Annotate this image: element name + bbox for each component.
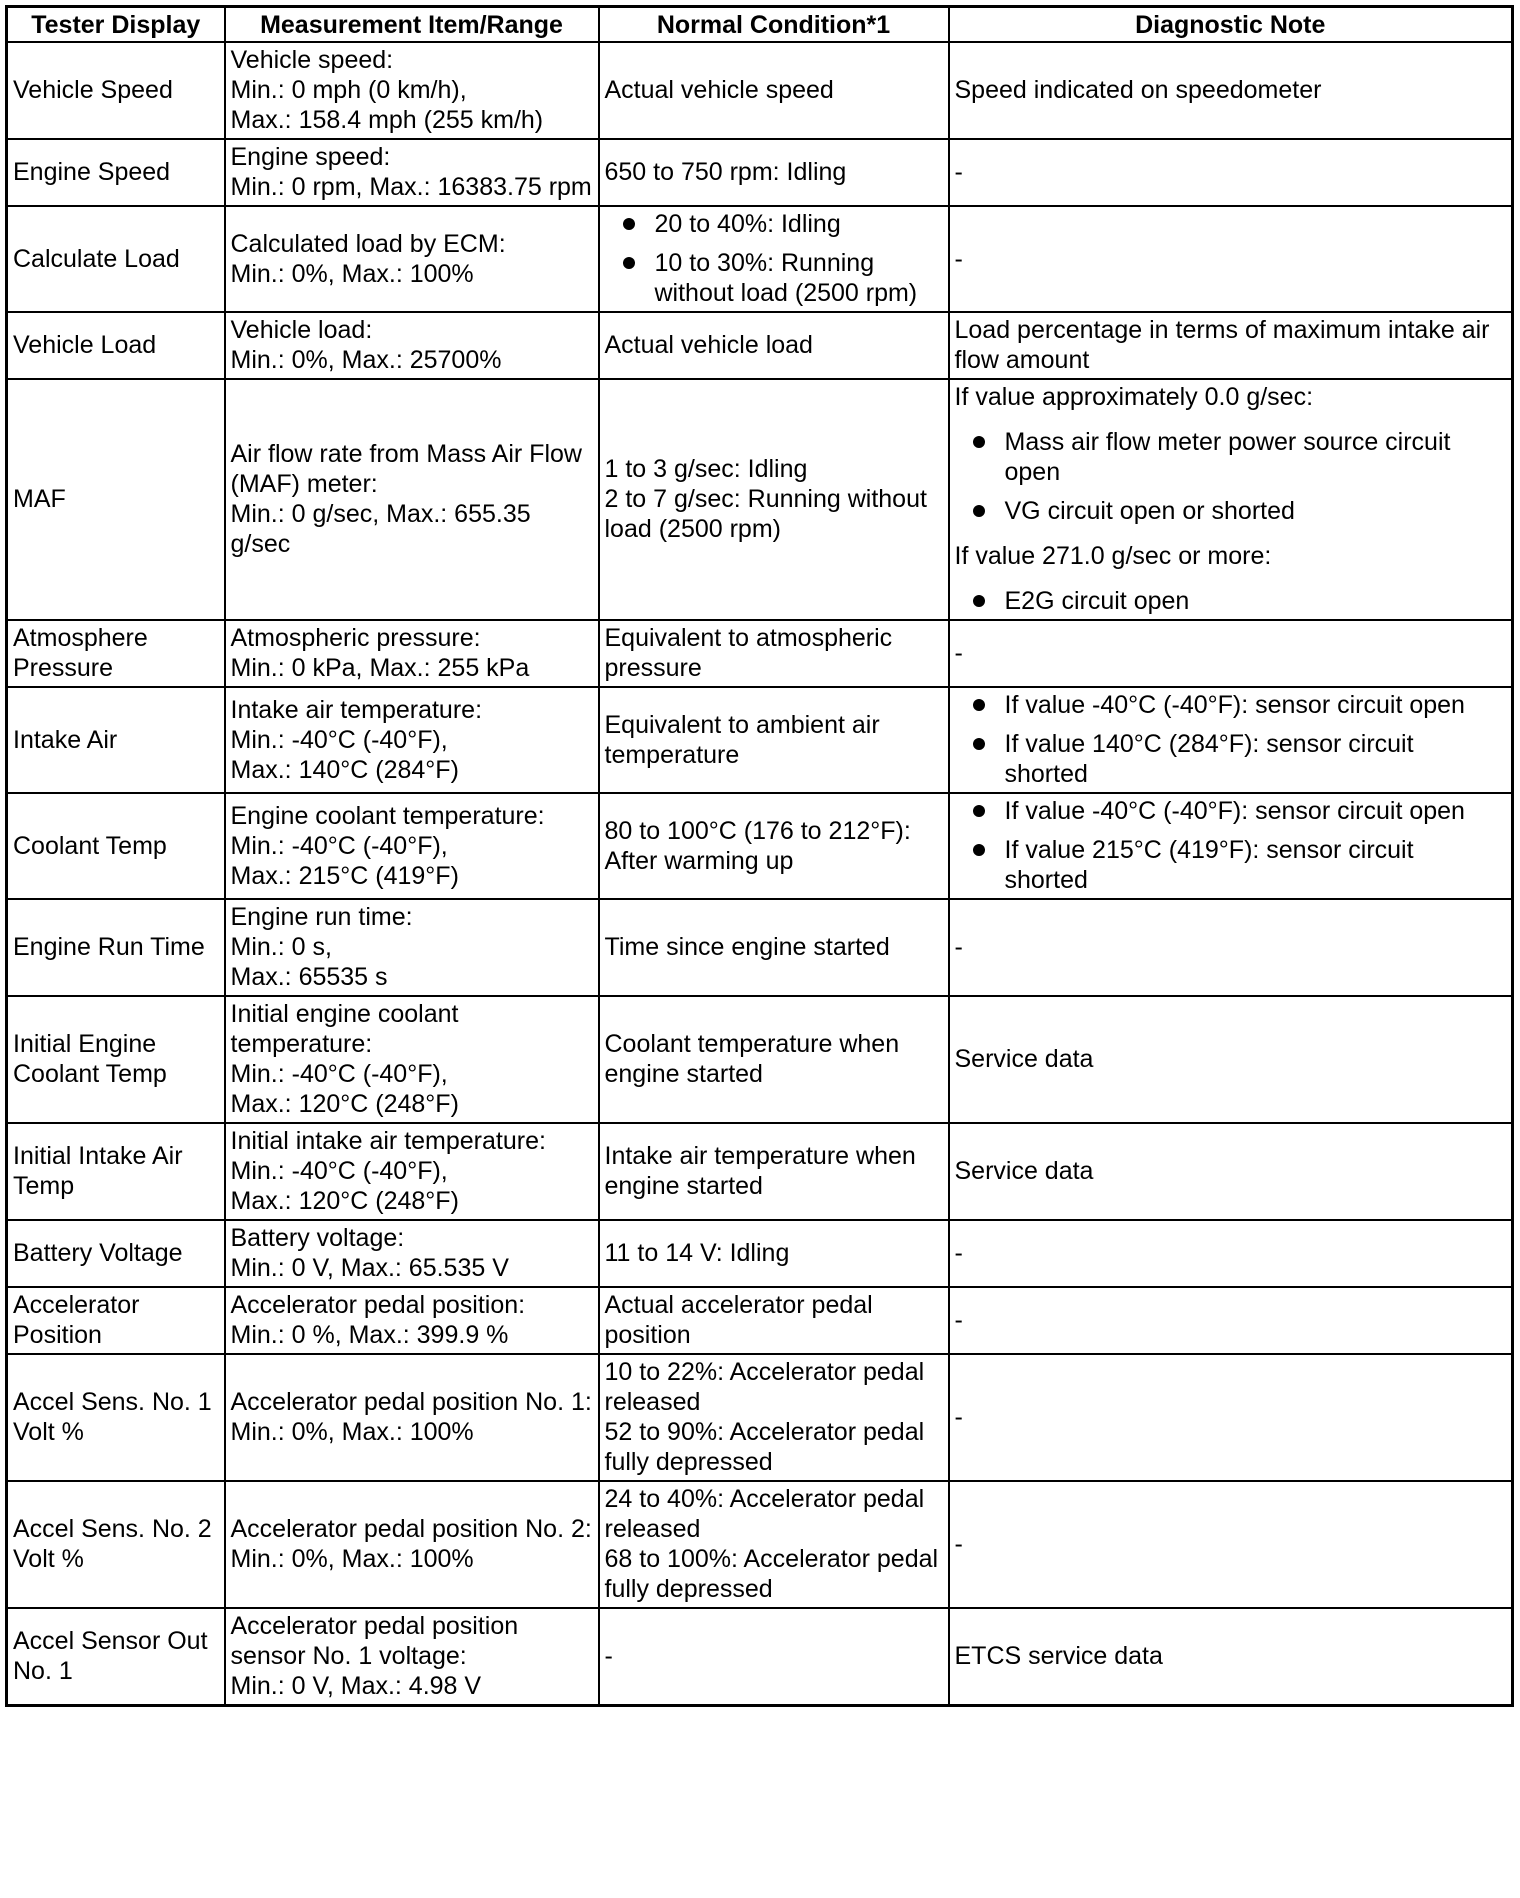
- cell-text-line: 24 to 40%: Accelerator pedal: [604, 1485, 925, 1513]
- cell-normal-condition: [599, 1354, 949, 1481]
- cell-normal-condition: [599, 1123, 949, 1220]
- cell-tester-display: [7, 996, 225, 1123]
- cell-text-line: load (2500 rpm): [604, 515, 781, 543]
- cell-text-line: pressure: [604, 654, 702, 682]
- cell-normal-condition: [599, 1608, 949, 1706]
- bullet-text-line: E2G circuit open: [1004, 587, 1190, 615]
- cell-text-line: 11 to 14 V: Idling: [604, 1239, 790, 1267]
- cell-diagnostic-note: [949, 1608, 1513, 1706]
- spec-table-container: [5, 5, 1511, 1707]
- cell-text-line: Max.: 158.4 mph (255 km/h): [230, 106, 544, 134]
- cell-text-line: Min.: 0 %, Max.: 399.9 %: [230, 1321, 509, 1349]
- cell-text-line: Min.: 0%, Max.: 100%: [230, 259, 474, 288]
- cell-text-line: Max.: 120°C (248°F): [230, 1187, 459, 1215]
- cell-text-line: Vehicle Load: [13, 331, 157, 359]
- cell-text-line: Accel Sens. No. 1: [13, 1388, 212, 1416]
- cell-normal-condition: [599, 996, 949, 1123]
- cell-tester-display: [7, 1608, 225, 1706]
- cell-measurement-range: [225, 139, 599, 206]
- cell-text-line: Min.: 0 s,: [230, 933, 332, 961]
- cell-tester-display: [7, 379, 225, 620]
- header-row: [7, 7, 1513, 43]
- cell-text-line: Calculate Load: [13, 244, 180, 273]
- bullet-item: [605, 209, 943, 239]
- bullet-text-line: 20 to 40%: Idling: [654, 210, 841, 238]
- empty-dash: -: [954, 639, 963, 667]
- bullet-dot-icon: [623, 218, 635, 230]
- bullet-item: [955, 796, 1507, 826]
- cell-measurement-range: [225, 1481, 599, 1608]
- cell-text-line: Volt %: [13, 1418, 84, 1446]
- bullet-dot-icon: [623, 257, 635, 269]
- cell-measurement-range: [225, 687, 599, 793]
- cell-text-line: Engine run time:: [230, 903, 413, 931]
- cell-measurement-range: [225, 1608, 599, 1706]
- cell-text-line: No. 1: [13, 1657, 73, 1685]
- cell-text-line: Intake air temperature when: [604, 1142, 916, 1170]
- cell-text-line: Actual vehicle load: [604, 331, 813, 359]
- cell-tester-display: [7, 1354, 225, 1481]
- cell-text-line: Min.: -40°C (-40°F),: [230, 1157, 448, 1185]
- empty-dash: -: [954, 1306, 963, 1334]
- cell-text-line: Actual vehicle speed: [604, 76, 834, 104]
- cell-text-line: Min.: 0%, Max.: 25700%: [230, 346, 502, 374]
- bullet-text-line: open: [1004, 458, 1061, 486]
- cell-text-line: Min.: -40°C (-40°F),: [230, 831, 448, 860]
- cell-diagnostic-note: [949, 206, 1513, 312]
- bullet-dot-icon: [973, 436, 985, 448]
- cell-text-line: Min.: 0 rpm, Max.: 16383.75 rpm: [230, 173, 592, 201]
- table-row: [7, 206, 1513, 312]
- cell-diagnostic-note: [949, 139, 1513, 206]
- cell-tester-display: [7, 206, 225, 312]
- cell-normal-condition: [599, 42, 949, 139]
- cell-diagnostic-note: [949, 1354, 1513, 1481]
- cell-text-line: Time since engine started: [604, 933, 890, 961]
- cell-text-line: Min.: 0 mph (0 km/h),: [230, 76, 467, 104]
- cell-text-line: flow amount: [954, 346, 1090, 374]
- table-body: [7, 42, 1513, 1706]
- table-row: [7, 1123, 1513, 1220]
- cell-text-line: Accelerator pedal position: [230, 1612, 519, 1640]
- cell-text-line: 80 to 100°C (176 to 212°F):: [604, 816, 911, 845]
- header-normal-condition: Normal Condition*1: [599, 7, 949, 43]
- cell-text-line: Accelerator pedal position No. 1:: [230, 1388, 592, 1416]
- cell-text-line: engine started: [604, 1172, 763, 1200]
- cell-text-line: sensor No. 1 voltage:: [230, 1642, 467, 1670]
- bullet-dot-icon: [973, 738, 985, 750]
- table-row: [7, 1220, 1513, 1287]
- header-tester-display: Tester Display: [7, 7, 225, 43]
- bullet-dot-icon: [973, 805, 985, 817]
- empty-dash: -: [954, 1403, 963, 1431]
- cell-text-line: Initial Engine: [13, 1030, 157, 1058]
- cell-tester-display: [7, 1481, 225, 1608]
- cell-text-line: Battery Voltage: [13, 1239, 183, 1267]
- cell-diagnostic-note: [949, 687, 1513, 793]
- cell-tester-display: [7, 1287, 225, 1354]
- cell-text-line: Max.: 140°C (284°F): [230, 755, 459, 784]
- cell-text-line: temperature: [604, 740, 740, 769]
- cell-diagnostic-note: [949, 793, 1513, 899]
- table-row: [7, 1608, 1513, 1706]
- cell-text-line: Vehicle speed:: [230, 46, 394, 74]
- bullet-text-line: If value -40°C (-40°F): sensor circuit open: [1004, 797, 1465, 825]
- bullet-list: [955, 796, 1507, 895]
- cell-diagnostic-note: [949, 1220, 1513, 1287]
- bullet-text-line: shorted: [1004, 866, 1088, 894]
- bullet-text-line: If value -40°C (-40°F): sensor circuit open: [1004, 691, 1465, 719]
- bullet-list: [955, 586, 1507, 616]
- cell-text-line: Initial engine coolant: [230, 1000, 459, 1028]
- cell-text-line: Engine Run Time: [13, 933, 205, 961]
- cell-text-line: (MAF) meter:: [230, 470, 378, 498]
- empty-dash: -: [954, 1239, 963, 1267]
- cell-measurement-range: [225, 1123, 599, 1220]
- cell-measurement-range: [225, 1220, 599, 1287]
- cell-measurement-range: [225, 1287, 599, 1354]
- cell-diagnostic-note: [949, 42, 1513, 139]
- cell-diagnostic-note: [949, 620, 1513, 687]
- bullet-text-line: 10 to 30%: Running: [654, 249, 875, 277]
- cell-text-line: Coolant temperature when: [604, 1030, 900, 1058]
- cell-measurement-range: [225, 899, 599, 996]
- empty-dash: -: [954, 933, 963, 961]
- cell-text-line: Atmospheric pressure:: [230, 624, 481, 652]
- header-measurement-range: Measurement Item/Range: [225, 7, 599, 43]
- table-row: [7, 1481, 1513, 1608]
- cell-measurement-range: [225, 206, 599, 312]
- cell-diagnostic-note: [949, 996, 1513, 1123]
- cell-normal-condition: [599, 206, 949, 312]
- cell-text-line: 68 to 100%: Accelerator pedal: [604, 1545, 939, 1573]
- cell-normal-condition: [599, 793, 949, 899]
- cell-text-line: Min.: 0 V, Max.: 65.535 V: [230, 1254, 509, 1282]
- table-row: [7, 793, 1513, 899]
- cell-text-line: Accelerator pedal position No. 2:: [230, 1515, 592, 1543]
- cell-text-line: Intake Air: [13, 725, 118, 754]
- cell-text-line: Volt %: [13, 1545, 84, 1573]
- data-list-table: [5, 5, 1514, 1707]
- cell-text-line: Min.: 0 kPa, Max.: 255 kPa: [230, 654, 530, 682]
- bullet-text-line: If value 215°C (419°F): sensor circuit: [1004, 836, 1414, 864]
- cell-text-line: Vehicle Speed: [13, 76, 173, 104]
- cell-diagnostic-note: [949, 1287, 1513, 1354]
- cell-measurement-range: [225, 793, 599, 899]
- table-row: [7, 139, 1513, 206]
- cell-text-line: Equivalent to atmospheric: [604, 624, 893, 652]
- cell-text-line: Coolant Temp: [13, 1060, 167, 1088]
- cell-normal-condition: [599, 139, 949, 206]
- cell-text-line: 2 to 7 g/sec: Running without: [604, 485, 927, 513]
- table-row: [7, 687, 1513, 793]
- cell-text-line: Service data: [954, 1045, 1094, 1073]
- cell-text-line: Min.: -40°C (-40°F),: [230, 725, 448, 754]
- table-row: [7, 620, 1513, 687]
- cell-normal-condition: [599, 687, 949, 793]
- cell-normal-condition: [599, 899, 949, 996]
- cell-measurement-range: [225, 620, 599, 687]
- cell-text-line: engine started: [604, 1060, 763, 1088]
- bullet-text-line: Mass air flow meter power source circuit: [1004, 428, 1451, 456]
- cell-text-line: Min.: 0%, Max.: 100%: [230, 1545, 474, 1573]
- cell-tester-display: [7, 793, 225, 899]
- cell-diagnostic-note: [949, 379, 1513, 620]
- cell-text-line: Speed indicated on speedometer: [954, 76, 1322, 104]
- table-row: [7, 379, 1513, 620]
- cell-normal-condition: [599, 1287, 949, 1354]
- cell-text-line: 52 to 90%: Accelerator pedal: [604, 1418, 925, 1446]
- cell-text-line: Atmosphere: [13, 624, 148, 652]
- table-row: [7, 1287, 1513, 1354]
- cell-measurement-range: [225, 312, 599, 379]
- cell-text-line: Calculated load by ECM:: [230, 229, 506, 258]
- cell-tester-display: [7, 139, 225, 206]
- cell-text-line: Coolant Temp: [13, 831, 167, 860]
- cell-text-line: Engine coolant temperature:: [230, 801, 545, 830]
- cell-tester-display: [7, 687, 225, 793]
- bullet-item: [605, 248, 943, 308]
- cell-text-line: Actual accelerator pedal: [604, 1291, 873, 1319]
- bullet-dot-icon: [973, 505, 985, 517]
- cell-measurement-range: [225, 379, 599, 620]
- maf-note-block: [955, 382, 1507, 616]
- table-row: [7, 42, 1513, 139]
- bullet-item: [955, 729, 1507, 789]
- cell-text-line: fully depressed: [604, 1448, 773, 1476]
- cell-tester-display: [7, 620, 225, 687]
- cell-text-line: ETCS service data: [954, 1642, 1163, 1670]
- cell-text-line: Accelerator pedal position:: [230, 1291, 526, 1319]
- cell-text-line: Service data: [954, 1157, 1094, 1185]
- cell-text-line: Pressure: [13, 654, 114, 682]
- header-diagnostic-note: Diagnostic Note: [949, 7, 1513, 43]
- cell-text-line: Equivalent to ambient air: [604, 710, 880, 739]
- table-row: [7, 899, 1513, 996]
- note-paragraph: If value 271.0 g/sec or more:: [954, 542, 1272, 570]
- table-row: [7, 312, 1513, 379]
- cell-text-line: Min.: 0%, Max.: 100%: [230, 1418, 474, 1446]
- bullet-text-line: If value 140°C (284°F): sensor circuit: [1004, 730, 1414, 758]
- bullet-item: [955, 496, 1507, 526]
- cell-measurement-range: [225, 996, 599, 1123]
- cell-text-line: released: [604, 1388, 701, 1416]
- cell-normal-condition: [599, 379, 949, 620]
- cell-measurement-range: [225, 42, 599, 139]
- bullet-list: [955, 427, 1507, 526]
- cell-tester-display: [7, 42, 225, 139]
- bullet-dot-icon: [973, 844, 985, 856]
- cell-text-line: Max.: 215°C (419°F): [230, 861, 459, 890]
- bullet-dot-icon: [973, 699, 985, 711]
- cell-text-line: Min.: 0 V, Max.: 4.98 V: [230, 1672, 482, 1700]
- cell-text-line: 1 to 3 g/sec: Idling: [604, 455, 808, 483]
- table-row: [7, 996, 1513, 1123]
- bullet-item: [955, 690, 1507, 720]
- cell-text-line: Accel Sens. No. 2: [13, 1515, 212, 1543]
- bullet-text-line: without load (2500 rpm): [654, 279, 918, 307]
- cell-diagnostic-note: [949, 312, 1513, 379]
- cell-text-line: Air flow rate from Mass Air Flow: [230, 440, 582, 468]
- bullet-list: [605, 209, 943, 308]
- cell-normal-condition: [599, 312, 949, 379]
- cell-text-line: released: [604, 1515, 701, 1543]
- cell-tester-display: [7, 1123, 225, 1220]
- cell-text-line: Engine Speed: [13, 158, 171, 186]
- cell-text-line: position: [604, 1321, 691, 1349]
- cell-text-line: Initial intake air temperature:: [230, 1127, 546, 1155]
- bullet-item: [955, 586, 1507, 616]
- bullet-dot-icon: [973, 595, 985, 607]
- note-paragraph: If value approximately 0.0 g/sec:: [954, 383, 1314, 411]
- cell-tester-display: [7, 1220, 225, 1287]
- cell-text-line: Battery voltage:: [230, 1224, 405, 1252]
- cell-text-line: temperature:: [230, 1030, 373, 1058]
- cell-tester-display: [7, 899, 225, 996]
- cell-text-line: Initial Intake Air: [13, 1142, 183, 1170]
- cell-normal-condition: [599, 1481, 949, 1608]
- cell-text-line: 650 to 750 rpm: Idling: [604, 158, 847, 186]
- cell-text-line: Accel Sensor Out: [13, 1627, 208, 1655]
- bullet-list: [955, 690, 1507, 789]
- cell-tester-display: [7, 312, 225, 379]
- empty-dash: -: [604, 1642, 613, 1670]
- cell-normal-condition: [599, 620, 949, 687]
- cell-text-line: Intake air temperature:: [230, 695, 483, 724]
- cell-text-line: Temp: [13, 1172, 75, 1200]
- cell-normal-condition: [599, 1220, 949, 1287]
- cell-text-line: After warming up: [604, 846, 794, 875]
- cell-text-line: Min.: -40°C (-40°F),: [230, 1060, 448, 1088]
- bullet-item: [955, 427, 1507, 487]
- bullet-text-line: shorted: [1004, 760, 1088, 788]
- cell-text-line: Load percentage in terms of maximum intake air: [954, 316, 1490, 344]
- cell-text-line: Vehicle load:: [230, 316, 373, 344]
- cell-text-line: Max.: 65535 s: [230, 963, 388, 991]
- cell-diagnostic-note: [949, 1481, 1513, 1608]
- cell-text-line: MAF: [13, 485, 66, 513]
- empty-dash: -: [954, 158, 963, 186]
- bullet-text-line: VG circuit open or shorted: [1004, 497, 1295, 525]
- cell-text-line: 10 to 22%: Accelerator pedal: [604, 1358, 925, 1386]
- cell-diagnostic-note: [949, 899, 1513, 996]
- empty-dash: -: [954, 1530, 963, 1558]
- cell-diagnostic-note: [949, 1123, 1513, 1220]
- cell-text-line: g/sec: [230, 530, 291, 558]
- cell-text-line: Position: [13, 1321, 102, 1349]
- cell-text-line: Max.: 120°C (248°F): [230, 1090, 459, 1118]
- table-row: [7, 1354, 1513, 1481]
- cell-text-line: Min.: 0 g/sec, Max.: 655.35: [230, 500, 531, 528]
- cell-text-line: Accelerator: [13, 1291, 140, 1319]
- cell-measurement-range: [225, 1354, 599, 1481]
- cell-text-line: Engine speed:: [230, 143, 391, 171]
- empty-dash: -: [954, 244, 963, 273]
- bullet-item: [955, 835, 1507, 895]
- cell-text-line: fully depressed: [604, 1575, 773, 1603]
